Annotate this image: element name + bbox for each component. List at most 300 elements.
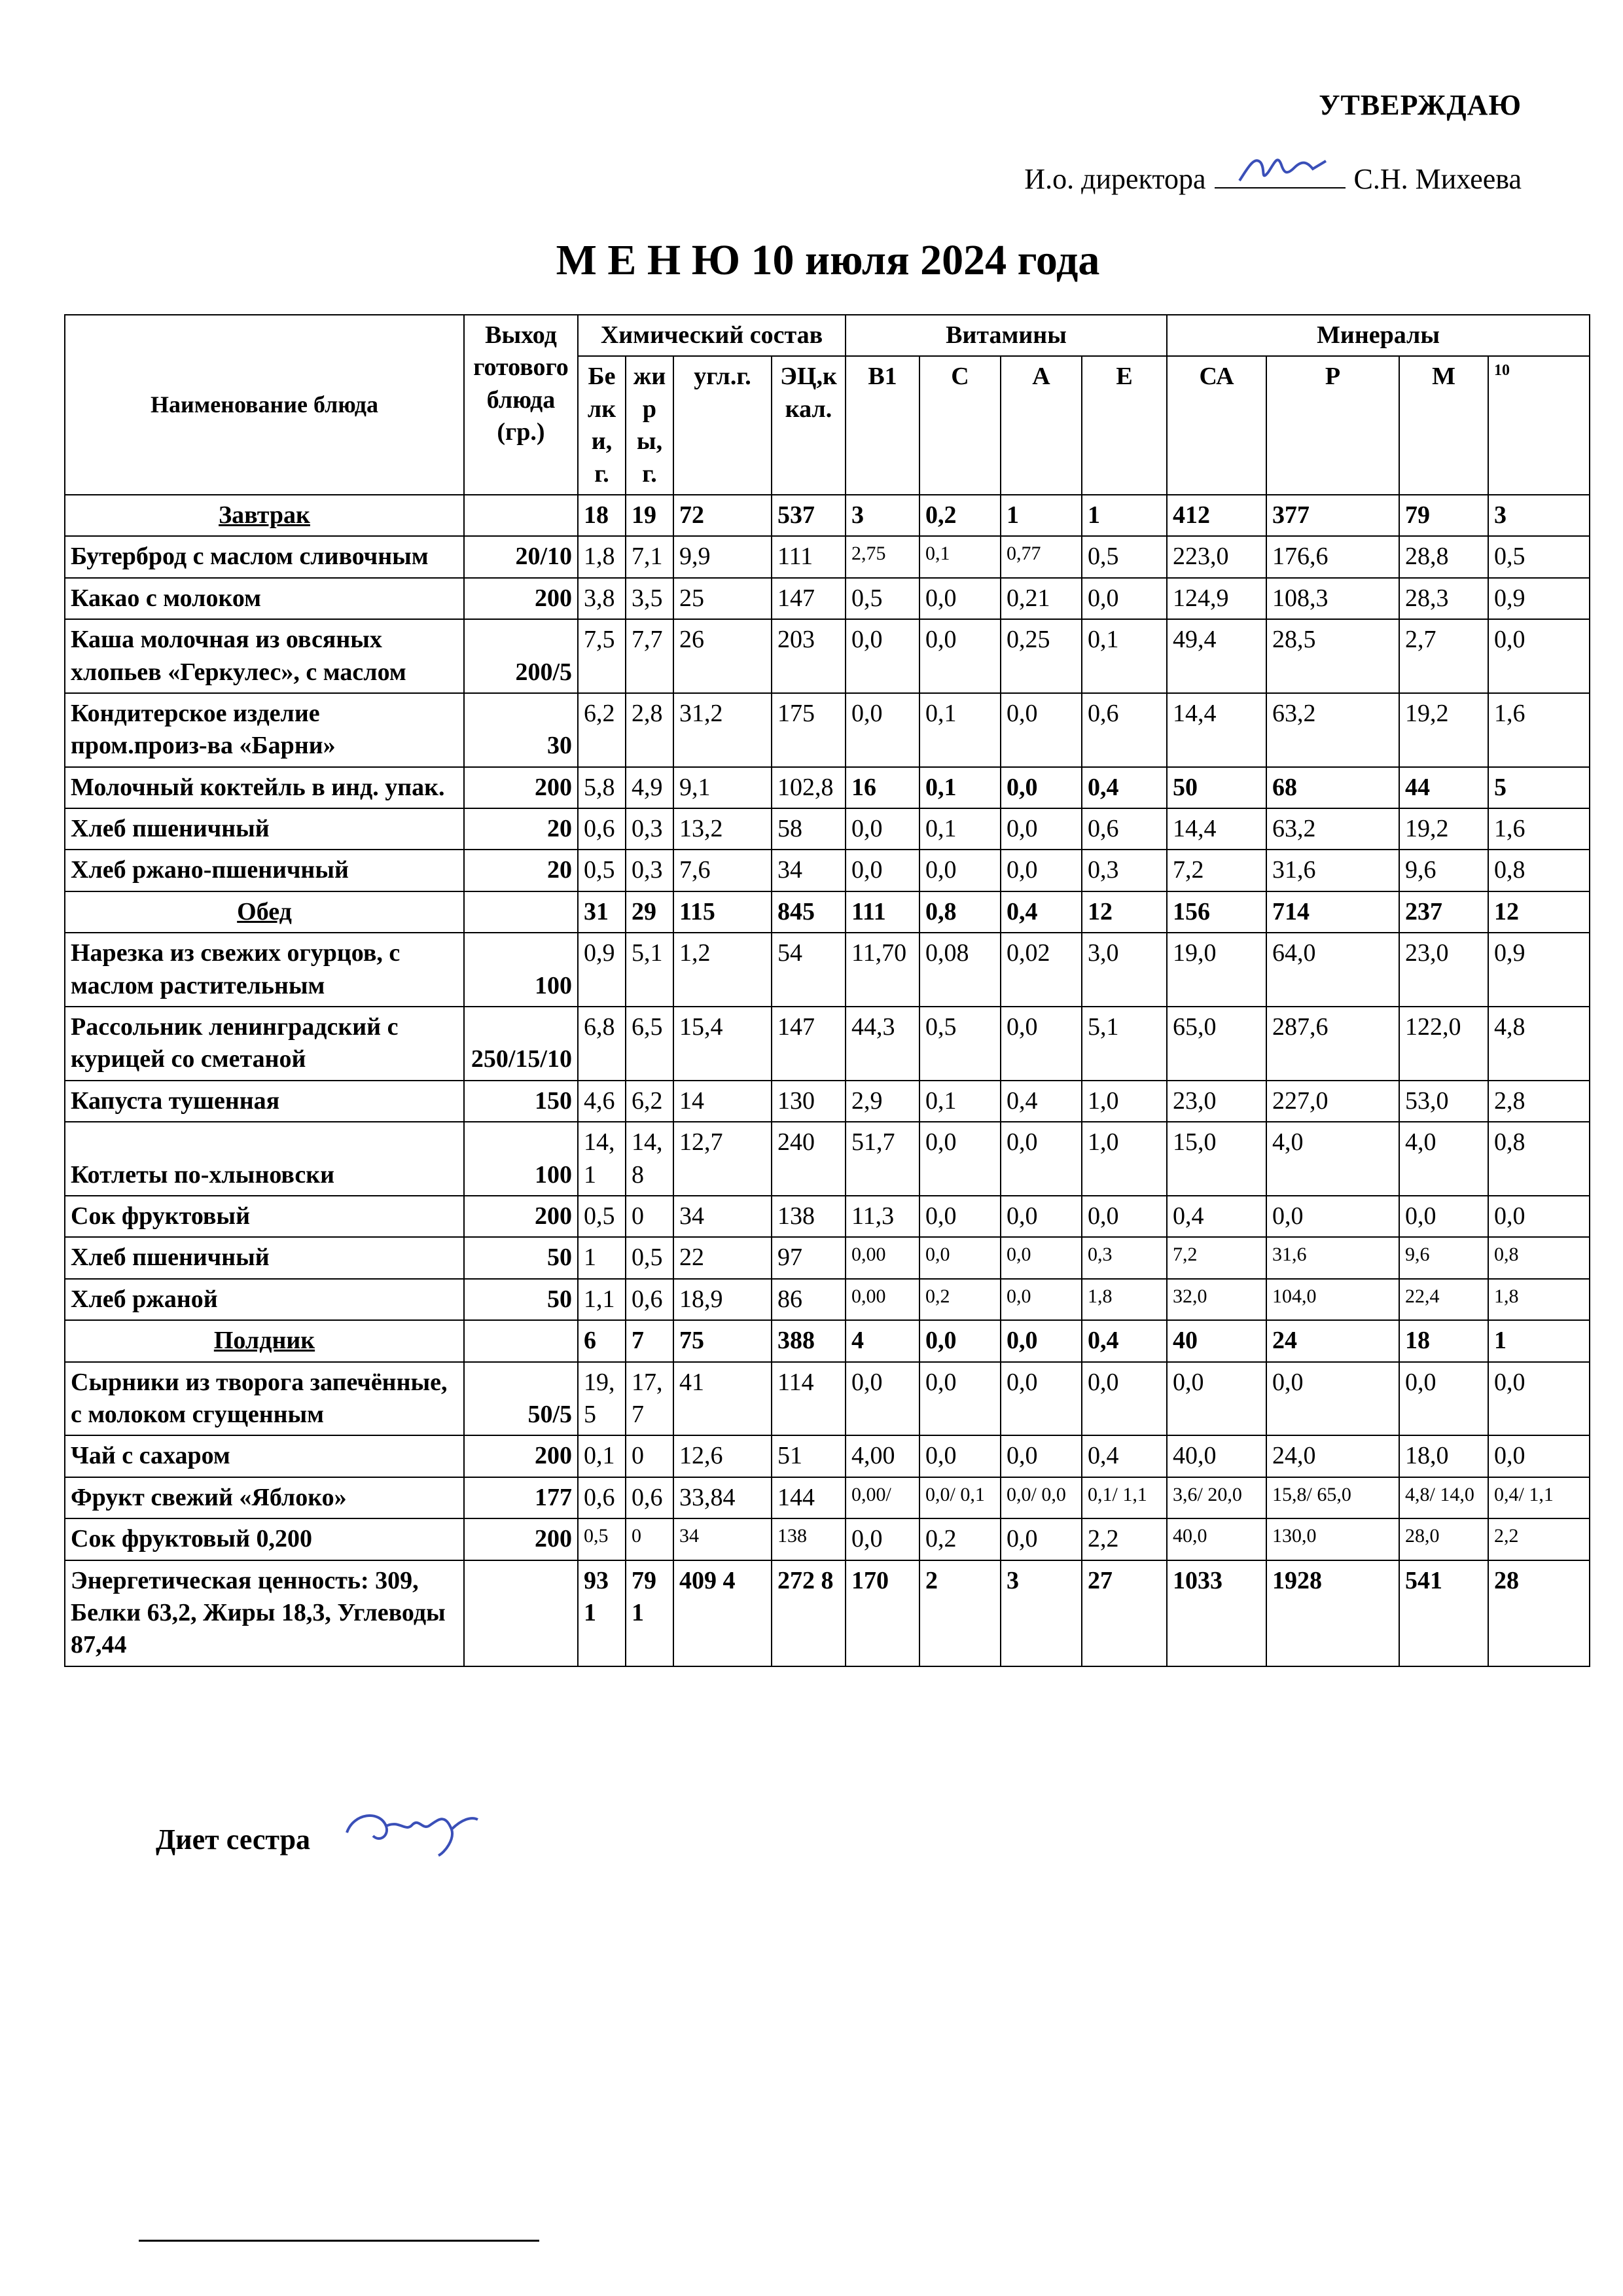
table-row [65,1237,1590,1278]
director-prefix: И.о. директора [1024,163,1206,195]
subcol-7: Е [1082,356,1167,495]
value-cell: 0,6 [1082,693,1167,767]
value-cell: 22,4 [1399,1279,1488,1320]
value-cell: 0,0 [846,1362,919,1436]
value-cell: 0,0 [1001,1196,1082,1237]
value-cell: 714 [1266,891,1399,933]
dish-yield: 200 [464,767,578,808]
value-cell: 63,2 [1266,808,1399,850]
value-cell: 0,1/ 1,1 [1082,1477,1167,1518]
value-cell: 24,0 [1266,1435,1399,1477]
value-cell: 4,0 [1399,1122,1488,1196]
value-cell: 0,1 [578,1435,626,1477]
value-cell: 541 [1399,1560,1488,1666]
value-cell: 114 [772,1362,846,1436]
value-cell: 28,8 [1399,536,1488,577]
value-cell: 28,3 [1399,578,1488,619]
value-cell: 0,2 [919,495,1001,536]
value-cell: 0,2 [919,1279,1001,1320]
table-row [65,1007,1590,1081]
value-cell: 0,0 [846,808,919,850]
value-cell: 14,4 [1167,693,1266,767]
value-cell: 0,5 [1488,536,1590,577]
value-cell: 1 [1488,1320,1590,1361]
value-cell: 5,1 [1082,1007,1167,1081]
dish-name: Капуста тушенная [65,1081,464,1122]
value-cell: 0,25 [1001,619,1082,693]
value-cell: 6,2 [578,693,626,767]
value-cell: 15,0 [1167,1122,1266,1196]
dish-yield [464,495,578,536]
value-cell: 0,1 [919,693,1001,767]
value-cell: 9,6 [1399,850,1488,891]
value-cell: 0,00 [846,1237,919,1278]
value-cell: 0,0 [1001,1518,1082,1560]
dish-yield [464,1560,578,1666]
value-cell: 0,8 [1488,1122,1590,1196]
value-cell: 0 [626,1518,673,1560]
value-cell: 3,5 [626,578,673,619]
value-cell: 5,1 [626,933,673,1007]
value-cell: 3 [1001,1560,1082,1666]
value-cell: 203 [772,619,846,693]
value-cell: 287,6 [1266,1007,1399,1081]
value-cell: 108,3 [1266,578,1399,619]
diet-nurse-signature [340,1800,484,1859]
value-cell: 223,0 [1167,536,1266,577]
value-cell: 68 [1266,767,1399,808]
value-cell: 2,75 [846,536,919,577]
value-cell: 75 [673,1320,772,1361]
value-cell: 115 [673,891,772,933]
table-row [65,808,1590,850]
value-cell: 51,7 [846,1122,919,1196]
value-cell: 6 [578,1320,626,1361]
value-cell: 0,0 [1001,1435,1082,1477]
value-cell: 41 [673,1362,772,1436]
table-row [65,1122,1590,1196]
table-row [65,1196,1590,1237]
value-cell: 0,0 [1266,1196,1399,1237]
value-cell: 0,4 [1001,891,1082,933]
value-cell: 28,0 [1399,1518,1488,1560]
value-cell: 11,70 [846,933,919,1007]
dish-yield: 200 [464,1518,578,1560]
value-cell: 32,0 [1167,1279,1266,1320]
dish-name: Хлеб пшеничный [65,1237,464,1278]
dish-name: Обед [65,891,464,933]
value-cell: 0,00 [846,1279,919,1320]
value-cell: 156 [1167,891,1266,933]
table-row [65,578,1590,619]
value-cell: 5,8 [578,767,626,808]
value-cell: 0,0 [1001,693,1082,767]
value-cell: 0,0/ 0,0 [1001,1477,1082,1518]
value-cell: 58 [772,808,846,850]
dish-yield: 30 [464,693,578,767]
value-cell: 0,0 [919,1362,1001,1436]
value-cell: 7,5 [578,619,626,693]
value-cell: 1,6 [1488,808,1590,850]
value-cell: 4 [846,1320,919,1361]
value-cell: 147 [772,1007,846,1081]
menu-table [64,314,1590,1667]
value-cell: 0,5 [578,850,626,891]
subcol-9: Р [1266,356,1399,495]
value-cell: 28 [1488,1560,1590,1666]
section-row [65,495,1590,536]
value-cell: 0,0 [846,850,919,891]
value-cell: 2,8 [1488,1081,1590,1122]
value-cell: 111 [772,536,846,577]
value-cell: 7,6 [673,850,772,891]
value-cell: 845 [772,891,846,933]
value-cell: 1033 [1167,1560,1266,1666]
value-cell: 0,0/ 0,1 [919,1477,1001,1518]
dish-yield: 200 [464,1196,578,1237]
dish-name: Сырники из творога запечённые, с молоком сгущенным [65,1362,464,1436]
value-cell: 28,5 [1266,619,1399,693]
value-cell: 0,0 [846,1518,919,1560]
value-cell: 14,4 [1167,808,1266,850]
dish-yield: 250/15/10 [464,1007,578,1081]
dish-name: Нарезка из свежих огурцов, с маслом растительным [65,933,464,1007]
value-cell: 1,2 [673,933,772,1007]
value-cell: 40,0 [1167,1518,1266,1560]
value-cell: 51 [772,1435,846,1477]
value-cell: 23,0 [1167,1081,1266,1122]
director-name: С.Н. Михеева [1353,163,1522,195]
value-cell: 0,21 [1001,578,1082,619]
value-cell: 0,4 [1001,1081,1082,1122]
value-cell: 25 [673,578,772,619]
page-title: М Е Н Ю 10 июля 2024 года [556,236,1100,284]
dish-name: Энергетическая ценность: 309, Белки 63,2, Жиры 18,3, Углеводы 87,44 [65,1560,464,1666]
dish-yield: 20/10 [464,536,578,577]
value-cell: 0,0 [1001,767,1082,808]
value-cell: 122,0 [1399,1007,1488,1081]
value-cell: 0,9 [1488,933,1590,1007]
value-cell: 15,8/ 65,0 [1266,1477,1399,1518]
table-row [65,1279,1590,1320]
value-cell: 124,9 [1167,578,1266,619]
dish-name: Сок фруктовый 0,200 [65,1518,464,1560]
value-cell: 0,08 [919,933,1001,1007]
value-cell: 0,0 [1266,1362,1399,1436]
value-cell: 7,7 [626,619,673,693]
value-cell: 388 [772,1320,846,1361]
dish-name: Завтрак [65,495,464,536]
value-cell: 49,4 [1167,619,1266,693]
value-cell: 0,4 [1082,1435,1167,1477]
value-cell: 17,7 [626,1362,673,1436]
value-cell: 19,2 [1399,693,1488,767]
section-row [65,891,1590,933]
value-cell: 9,1 [673,767,772,808]
table-row [65,1435,1590,1477]
dish-yield: 50 [464,1279,578,1320]
value-cell: 1,0 [1082,1122,1167,1196]
value-cell: 4,6 [578,1081,626,1122]
value-cell: 170 [846,1560,919,1666]
subcol-2: угл.г. [673,356,772,495]
value-cell: 12,6 [673,1435,772,1477]
dish-name: Полдник [65,1320,464,1361]
value-cell: 27 [1082,1560,1167,1666]
value-cell: 0,0 [1399,1196,1488,1237]
subcol-5: С [919,356,1001,495]
value-cell: 31 [578,891,626,933]
value-cell: 19 [626,495,673,536]
value-cell: 86 [772,1279,846,1320]
value-cell: 26 [673,619,772,693]
table-row [65,1081,1590,1122]
value-cell: 50 [1167,767,1266,808]
value-cell: 6,5 [626,1007,673,1081]
dish-name: Сок фруктовый [65,1196,464,1237]
dish-yield: 177 [464,1477,578,1518]
value-cell: 0,4/ 1,1 [1488,1477,1590,1518]
value-cell: 18,9 [673,1279,772,1320]
menu-body [65,495,1590,1666]
value-cell: 19,2 [1399,808,1488,850]
diet-nurse-label: Диет сестра [156,1823,311,1856]
value-cell: 2 [919,1560,1001,1666]
value-cell: 0,0 [1001,1122,1082,1196]
value-cell: 0,0 [919,619,1001,693]
value-cell: 0,3 [1082,850,1167,891]
col-chem: Химический состав [578,315,846,356]
value-cell: 72 [673,495,772,536]
value-cell: 0,0 [1001,1237,1082,1278]
value-cell: 2,2 [1082,1518,1167,1560]
value-cell: 0,0 [846,693,919,767]
subcol-6: А [1001,356,1082,495]
value-cell: 12,7 [673,1122,772,1196]
value-cell: 537 [772,495,846,536]
value-cell: 0,0 [919,1196,1001,1237]
col-minerals: Минералы [1167,315,1590,356]
value-cell: 19,5 [578,1362,626,1436]
table-row [65,1477,1590,1518]
value-cell: 111 [846,891,919,933]
value-cell: 2,8 [626,693,673,767]
value-cell: 0,6 [1082,808,1167,850]
value-cell: 7,2 [1167,1237,1266,1278]
value-cell: 53,0 [1399,1081,1488,1122]
table-row [65,693,1590,767]
subcol-4: В1 [846,356,919,495]
dish-name: Чай с сахаром [65,1435,464,1477]
subcol-8: СА [1167,356,1266,495]
value-cell: 31,2 [673,693,772,767]
value-cell: 18 [1399,1320,1488,1361]
header-row-1 [65,315,1590,356]
value-cell: 0,0 [1082,578,1167,619]
value-cell: 2,7 [1399,619,1488,693]
col-vitamins: Витамины [846,315,1167,356]
value-cell: 0,0 [1488,1362,1590,1436]
value-cell: 64,0 [1266,933,1399,1007]
value-cell: 0,0 [1167,1362,1266,1436]
value-cell: 0,4 [1082,1320,1167,1361]
value-cell: 40 [1167,1320,1266,1361]
value-cell: 0,0 [1001,1320,1082,1361]
value-cell: 63,2 [1266,693,1399,767]
value-cell: 18,0 [1399,1435,1488,1477]
dish-name: Бутерброд с маслом сливочным [65,536,464,577]
value-cell: 0,9 [578,933,626,1007]
value-cell: 3,6/ 20,0 [1167,1477,1266,1518]
value-cell: 102,8 [772,767,846,808]
value-cell: 0,9 [1488,578,1590,619]
value-cell: 6,8 [578,1007,626,1081]
value-cell: 104,0 [1266,1279,1399,1320]
table-row [65,767,1590,808]
value-cell: 0,00/ [846,1477,919,1518]
value-cell: 11,3 [846,1196,919,1237]
director-signature [1234,143,1332,188]
value-cell: 412 [1167,495,1266,536]
value-cell: 0,5 [626,1237,673,1278]
value-cell: 0 [626,1435,673,1477]
value-cell: 2,9 [846,1081,919,1122]
value-cell: 1,6 [1488,693,1590,767]
dish-yield: 150 [464,1081,578,1122]
value-cell: 0,1 [919,767,1001,808]
value-cell: 3 [846,495,919,536]
value-cell: 0,5 [578,1196,626,1237]
dish-yield: 200/5 [464,619,578,693]
value-cell: 40,0 [1167,1435,1266,1477]
subcol-0: Белки, г. [578,356,626,495]
value-cell: 0,8 [919,891,1001,933]
value-cell: 65,0 [1167,1007,1266,1081]
value-cell: 227,0 [1266,1081,1399,1122]
value-cell: 0,0 [846,619,919,693]
value-cell: 1,8 [578,536,626,577]
value-cell: 0,1 [1082,619,1167,693]
value-cell: 409 4 [673,1560,772,1666]
value-cell: 0,0 [919,1122,1001,1196]
value-cell: 1 [1082,495,1167,536]
value-cell: 138 [772,1518,846,1560]
value-cell: 0,1 [919,536,1001,577]
dish-yield [464,891,578,933]
value-cell: 0,6 [626,1477,673,1518]
value-cell: 18 [578,495,626,536]
value-cell: 7,2 [1167,850,1266,891]
director-line [1024,162,1522,196]
table-row [65,933,1590,1007]
value-cell: 97 [772,1237,846,1278]
dish-yield: 20 [464,808,578,850]
subcol-1: жиры, г. [626,356,673,495]
value-cell: 12 [1488,891,1590,933]
value-cell: 3,0 [1082,933,1167,1007]
value-cell: 0,0 [919,850,1001,891]
value-cell: 0,6 [578,808,626,850]
signature-line [1215,165,1346,188]
value-cell: 0,0 [1082,1362,1167,1436]
value-cell: 176,6 [1266,536,1399,577]
value-cell: 1 [1001,495,1082,536]
subcol-3: ЭЦ,ккал. [772,356,846,495]
dish-name: Кондитерское изделие пром.произ-ва «Барни» [65,693,464,767]
value-cell: 0 [626,1196,673,1237]
value-cell: 4,9 [626,767,673,808]
value-cell: 1,8 [1082,1279,1167,1320]
value-cell: 3 [1488,495,1590,536]
value-cell: 0,3 [626,850,673,891]
value-cell: 33,84 [673,1477,772,1518]
value-cell: 147 [772,578,846,619]
value-cell: 0,0 [919,1237,1001,1278]
table-row [65,1518,1590,1560]
value-cell: 0,3 [626,808,673,850]
value-cell: 16 [846,767,919,808]
approve-heading: УТВЕРЖДАЮ [1319,89,1522,121]
value-cell: 0,77 [1001,536,1082,577]
value-cell: 237 [1399,891,1488,933]
value-cell: 0,0 [1488,1435,1590,1477]
value-cell: 0,0 [919,1435,1001,1477]
value-cell: 0,5 [1082,536,1167,577]
value-cell: 14,8 [626,1122,673,1196]
value-cell: 7,1 [626,536,673,577]
value-cell: 1928 [1266,1560,1399,1666]
dish-yield: 50/5 [464,1362,578,1436]
value-cell: 0,8 [1488,1237,1590,1278]
value-cell: 0,0 [1001,808,1082,850]
section-row [65,1320,1590,1361]
value-cell: 79 1 [626,1560,673,1666]
value-cell: 0,0 [1001,1007,1082,1081]
value-cell: 0,2 [919,1518,1001,1560]
value-cell: 31,6 [1266,850,1399,891]
value-cell: 34 [673,1518,772,1560]
dish-yield: 20 [464,850,578,891]
value-cell: 3,8 [578,578,626,619]
subcol-10: М [1399,356,1488,495]
footer-line [139,2240,539,2242]
subcol-11: 10 [1488,356,1590,495]
value-cell: 34 [673,1196,772,1237]
value-cell: 138 [772,1196,846,1237]
value-cell: 44 [1399,767,1488,808]
value-cell: 0,0 [1488,1196,1590,1237]
col-name: Наименование блюда [65,315,464,495]
value-cell: 23,0 [1399,933,1488,1007]
value-cell: 1,8 [1488,1279,1590,1320]
value-cell: 12 [1082,891,1167,933]
value-cell: 9,9 [673,536,772,577]
value-cell: 1,1 [578,1279,626,1320]
value-cell: 0,0 [1001,1279,1082,1320]
value-cell: 14,1 [578,1122,626,1196]
value-cell: 6,2 [626,1081,673,1122]
dish-yield: 200 [464,578,578,619]
value-cell: 13,2 [673,808,772,850]
value-cell: 19,0 [1167,933,1266,1007]
value-cell: 5 [1488,767,1590,808]
value-cell: 144 [772,1477,846,1518]
value-cell: 0,5 [578,1518,626,1560]
dish-name: Рассольник ленинградский с курицей со сметаной [65,1007,464,1081]
value-cell: 0,5 [846,578,919,619]
value-cell: 175 [772,693,846,767]
value-cell: 0,6 [578,1477,626,1518]
